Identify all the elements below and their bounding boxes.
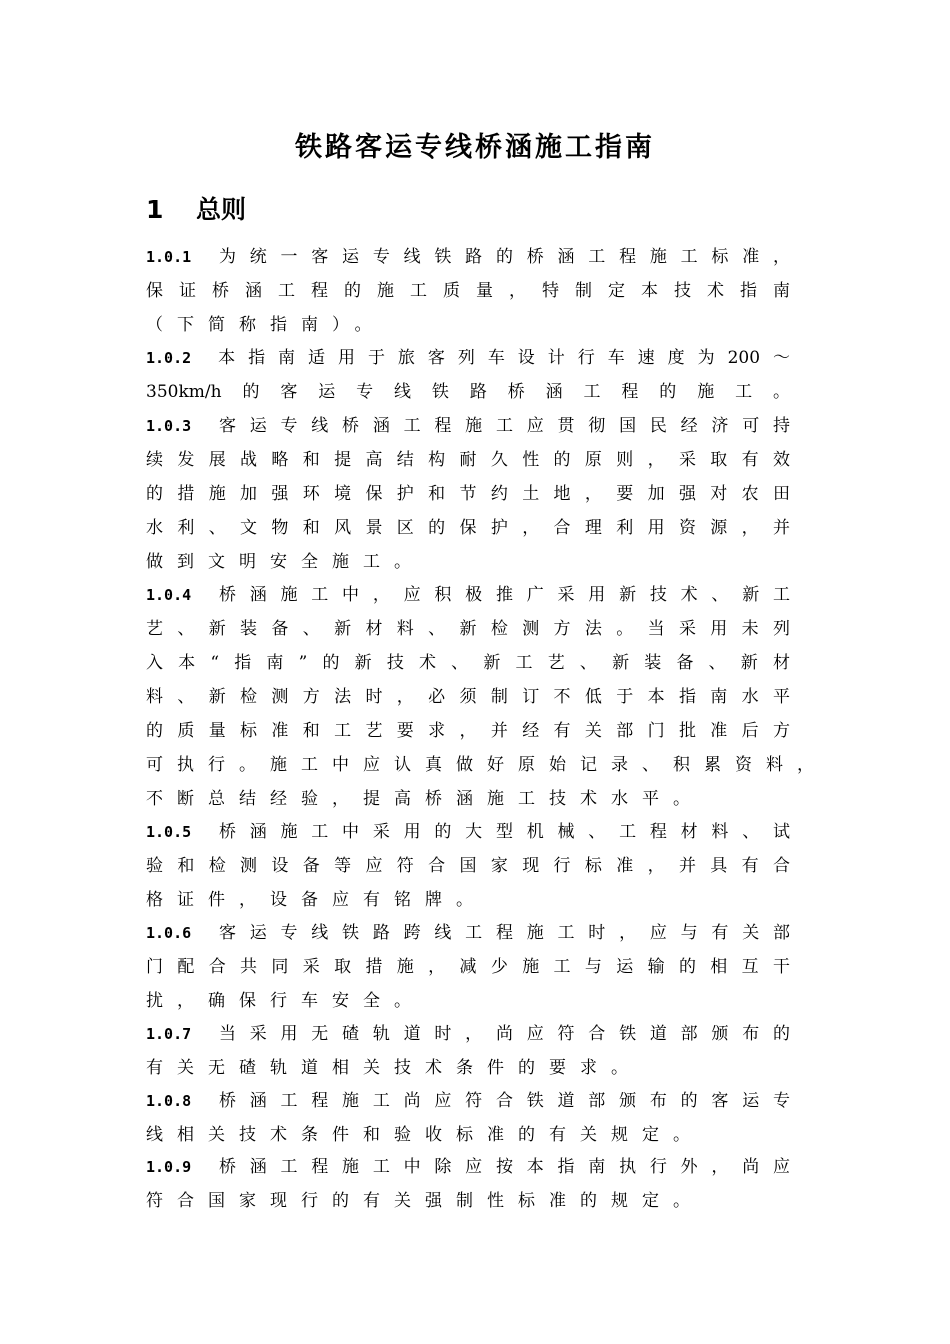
clause-text: 格证件，设备应有铭牌。 — [146, 890, 487, 910]
clause-text: 为统一客运专线铁路的桥涵工程施工标准， — [205, 247, 790, 267]
clause-text: 桥涵工程施工中除应按本指南执行外，尚应 — [205, 1157, 790, 1177]
body-line — [146, 578, 790, 612]
body-line — [146, 1084, 790, 1118]
body-line — [146, 950, 790, 984]
body-line — [146, 1184, 790, 1218]
body-line — [146, 308, 790, 342]
clause-text: 水利、文物和风景区的保护，合理利用资源，并 — [146, 518, 790, 538]
clause-text: 验和检测设备等应符合国家现行标准，并具有合 — [146, 856, 790, 876]
clause-text: 桥涵施工中采用的大型机械、工程材料、试 — [205, 822, 790, 842]
body-line — [146, 240, 790, 274]
clause-number: 1.0.1 — [146, 248, 192, 266]
body-line — [146, 409, 790, 443]
body-line — [146, 477, 790, 511]
clause-text: 桥涵施工中，应积极推广采用新技术、新工 — [205, 585, 790, 605]
clause-text: 做到文明安全施工。 — [146, 552, 425, 572]
body-line — [146, 984, 790, 1018]
body-line — [146, 646, 790, 680]
body-line — [146, 680, 790, 714]
body-line — [146, 545, 790, 579]
clause-text: 桥涵工程施工尚应符合铁道部颁布的客运专 — [205, 1091, 790, 1111]
clause-text: 符合国家现行的有关强制性标准的规定。 — [146, 1191, 704, 1211]
clause-text: 续发展战略和提高结构耐久性的原则，采取有效 — [146, 450, 790, 470]
clause-text: 的质量标准和工艺要求，并经有关部门批准后方 — [146, 721, 790, 741]
clause-text: 保证桥涵工程的施工质量，特制定本技术指南 — [146, 281, 790, 301]
clause-text: 扰，确保行车安全。 — [146, 991, 425, 1011]
clause-text: 艺、新装备、新材料、新检测方法。当采用未列 — [146, 619, 790, 639]
body-line — [146, 511, 790, 545]
body-line — [146, 782, 790, 816]
body-line — [146, 612, 790, 646]
body-line — [146, 849, 790, 883]
clause-number: 1.0.2 — [146, 349, 192, 367]
clause-text: 门配合共同采取措施，减少施工与运输的相互干 — [146, 957, 790, 977]
section-name: 总则 — [196, 195, 247, 224]
clause-text: 客运专线铁路跨线工程施工时，应与有关部 — [205, 923, 790, 943]
body-line — [146, 714, 790, 748]
body-line — [146, 748, 814, 782]
section-heading — [146, 190, 246, 230]
clause-number: 1.0.4 — [146, 586, 192, 604]
clause-text: 客运专线桥涵工程施工应贯彻国民经济可持 — [205, 416, 790, 436]
clause-text: 可执行。施工中应认真做好原始记录、积累资料， — [146, 755, 814, 775]
body-line — [146, 916, 790, 950]
clause-number: 1.0.8 — [146, 1092, 192, 1110]
body-line — [146, 1017, 790, 1051]
clause-text: 350km/h的客运专线铁路桥涵工程的施工。 — [146, 382, 790, 402]
clause-text: 入本“指南”的新技术、新工艺、新装备、新材 — [146, 653, 790, 673]
body-line — [146, 443, 790, 477]
body-line — [146, 815, 790, 849]
clause-text: 料、新检测方法时，必须制订不低于本指南水平 — [146, 687, 790, 707]
clause-text: 当采用无碴轨道时，尚应符合铁道部颁布的 — [205, 1024, 790, 1044]
clause-text: （下简称指南）。 — [146, 315, 386, 335]
body-line — [146, 274, 790, 308]
body-line — [146, 1118, 790, 1152]
clause-text: 的措施加强环境保护和节约土地，要加强对农田 — [146, 484, 790, 504]
body-line — [146, 1150, 790, 1184]
section-number: 1 — [146, 195, 164, 224]
body-line — [146, 375, 790, 409]
body-line — [146, 883, 790, 917]
clause-number: 1.0.9 — [146, 1158, 192, 1176]
document-title: 铁路客运专线桥涵施工指南 — [295, 132, 655, 163]
clause-number: 1.0.5 — [146, 823, 192, 841]
body-line — [146, 1051, 790, 1085]
clause-number: 1.0.6 — [146, 924, 192, 942]
clause-text: 不断总结经验，提高桥涵施工技术水平。 — [146, 789, 704, 809]
body-line — [146, 341, 790, 375]
clause-text: 线相关技术条件和验收标准的有关规定。 — [146, 1125, 704, 1145]
clause-number: 1.0.3 — [146, 417, 192, 435]
clause-text: 本指南适用于旅客列车设计行车速度为200～ — [205, 348, 790, 368]
clause-number: 1.0.7 — [146, 1025, 192, 1043]
clause-text: 有关无碴轨道相关技术条件的要求。 — [146, 1058, 642, 1078]
